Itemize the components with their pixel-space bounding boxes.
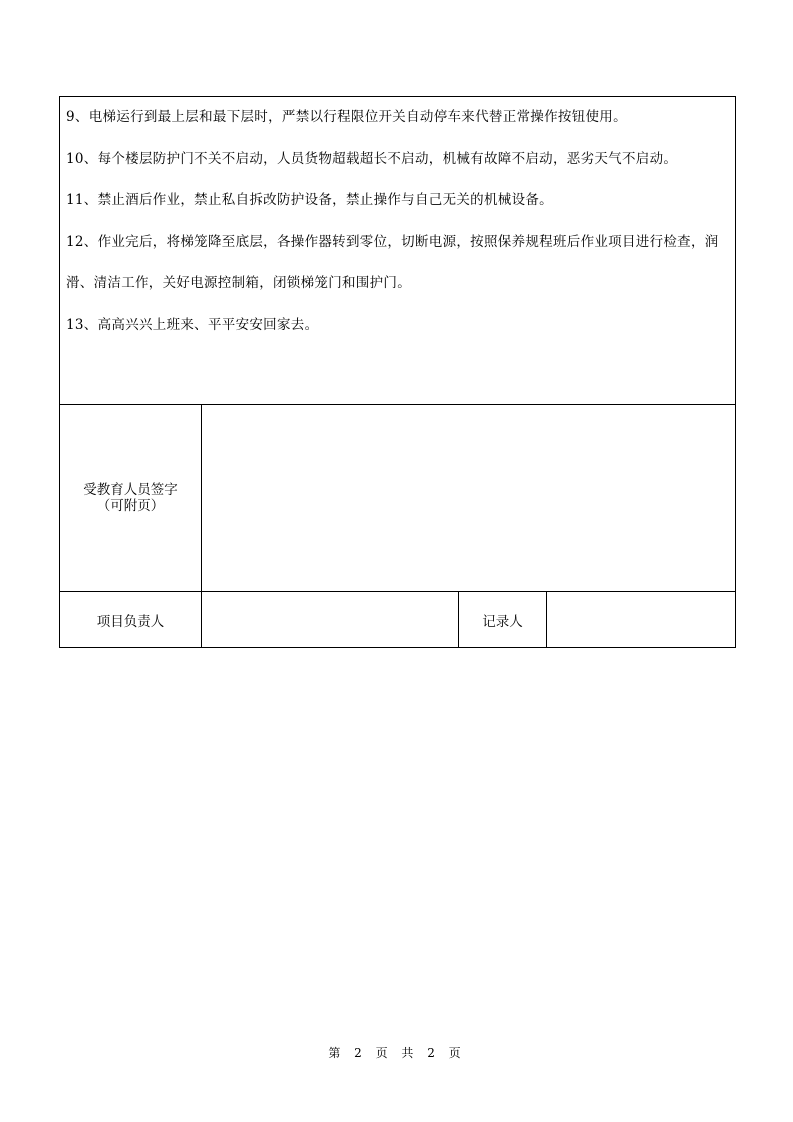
project-lead-label: 项目负责人 bbox=[60, 592, 202, 648]
rule-item-9: 9、电梯运行到最上层和最下层时，严禁以行程限位开关自动停车来代替正常操作按钮使用。 bbox=[66, 109, 627, 125]
content-cell bbox=[60, 97, 736, 405]
signature-label: 受教育人员签字 bbox=[83, 482, 178, 498]
page-number: 第 2 页 共 2 页 bbox=[328, 1046, 465, 1060]
rule-item-10: 10、每个楼层防护门不关不启动，人员货物超载超长不启动，机械有故障不启动，恶劣天气不启动。 bbox=[66, 150, 678, 167]
signature-area[interactable] bbox=[202, 405, 736, 592]
rule-item-13: 13、高高兴兴上班来、平平安安回家去。 bbox=[66, 316, 319, 333]
signature-row bbox=[60, 405, 736, 592]
safety-education-table bbox=[59, 96, 736, 648]
signature-label-note: （可附页） bbox=[96, 498, 165, 514]
recorder-field[interactable] bbox=[547, 592, 736, 648]
recorder-label: 记录人 bbox=[459, 592, 547, 648]
content-row bbox=[60, 97, 736, 405]
rule-item-12: 12、作业完后，将梯笼降至底层，各操作器转到零位，切断电源，按照保养规程班后作业项目进行检查，润滑、清洁工作，关好电源控制箱，闭锁梯笼门和围护门。 bbox=[66, 233, 719, 291]
rule-item-11: 11、禁止酒后作业，禁止私自拆改防护设备，禁止操作与自己无关的机械设备。 bbox=[66, 192, 553, 208]
responsible-row bbox=[60, 592, 736, 648]
signature-label-cell bbox=[60, 405, 202, 592]
project-lead-field[interactable] bbox=[202, 592, 459, 648]
